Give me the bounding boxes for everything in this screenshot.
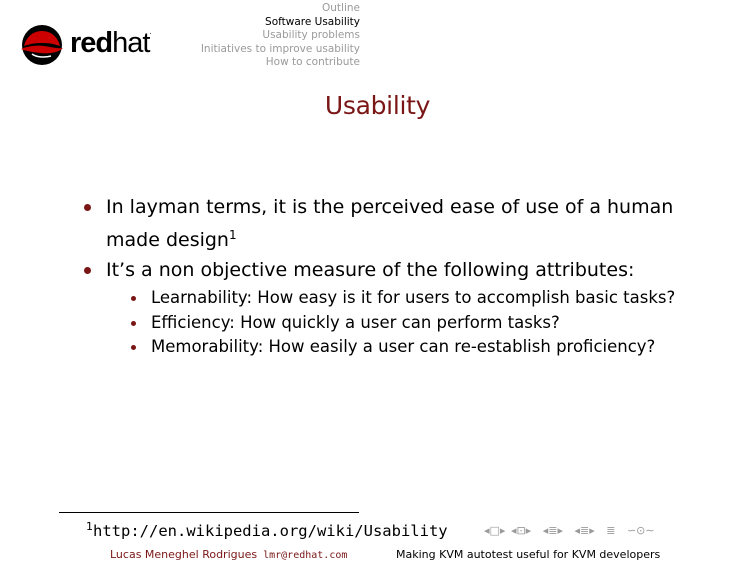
section-navigation — [160, 2, 360, 70]
bullet-text: In layman terms, it is the perceived ease of use of a human — [106, 196, 674, 218]
sub-bullet-item — [106, 311, 724, 336]
nav-prev-frame-icon[interactable]: ◂⊡▸ — [510, 524, 532, 537]
sub-bullet-icon — [131, 296, 136, 301]
bullet-item — [84, 193, 724, 254]
sub-bullet-icon — [131, 321, 136, 326]
nav-section-software-usability[interactable]: Software Usability — [265, 15, 360, 28]
nav-section-usability-problems[interactable]: Usability problems — [262, 29, 360, 41]
footer-talk-title: Making KVM autotest useful for KVM developers — [396, 548, 661, 561]
bullet-item — [84, 256, 724, 360]
redhat-logo — [18, 24, 168, 68]
nav-section-initiatives[interactable]: Initiatives to improve usability — [200, 42, 360, 55]
footnote-mark: 1 — [228, 228, 237, 242]
nav-first-icon[interactable]: ◂□▸ — [484, 524, 506, 537]
nav-prev-section-icon[interactable]: ◂≣▸ — [574, 524, 595, 537]
redhat-wordmark: redhat. — [70, 27, 152, 59]
sub-bullet-item — [106, 335, 724, 360]
footnote-number: 1 — [86, 520, 93, 533]
nav-section-outline[interactable]: Outline — [322, 2, 360, 14]
sub-bullet-icon — [131, 345, 136, 350]
nav-next-section-icon[interactable]: ≣ — [606, 524, 616, 537]
bullet-text-continuation: made design — [106, 229, 229, 251]
nav-section-how-to-contribute[interactable]: How to contribute — [265, 56, 360, 68]
footer-author — [110, 548, 347, 561]
sub-bullet-text: Efficiency: How quickly a user can perform tasks? — [151, 312, 560, 332]
sub-bullet-text: Learnability: How easy is it for users to accomplish basic tasks? — [151, 288, 676, 307]
shadowman-icon — [18, 24, 66, 66]
bullet-text: It’s a non objective measure of the following attributes: — [106, 259, 635, 281]
bullet-icon — [84, 267, 91, 274]
nav-search-icon[interactable]: ∽⊙∼ — [626, 524, 655, 537]
frame-content — [84, 193, 724, 362]
nav-prev-subsection-icon[interactable]: ◂≣▸ — [542, 524, 563, 537]
author-name: Lucas Meneghel Rodrigues — [110, 548, 258, 561]
beamer-navigation-controls — [484, 524, 657, 537]
frame-title: Usability — [324, 91, 431, 120]
bullet-icon — [84, 204, 91, 211]
sub-bullet-list — [106, 286, 724, 360]
footnote — [86, 520, 448, 540]
sub-bullet-text: Memorability: How easily a user can re-establish proficiency? — [151, 337, 656, 356]
sub-bullet-item — [106, 286, 724, 311]
footnote-url[interactable]: http://en.wikipedia.org/wiki/Usability — [93, 522, 448, 540]
author-email: lmr@redhat.com — [263, 550, 348, 561]
footnote-rule — [59, 512, 359, 513]
